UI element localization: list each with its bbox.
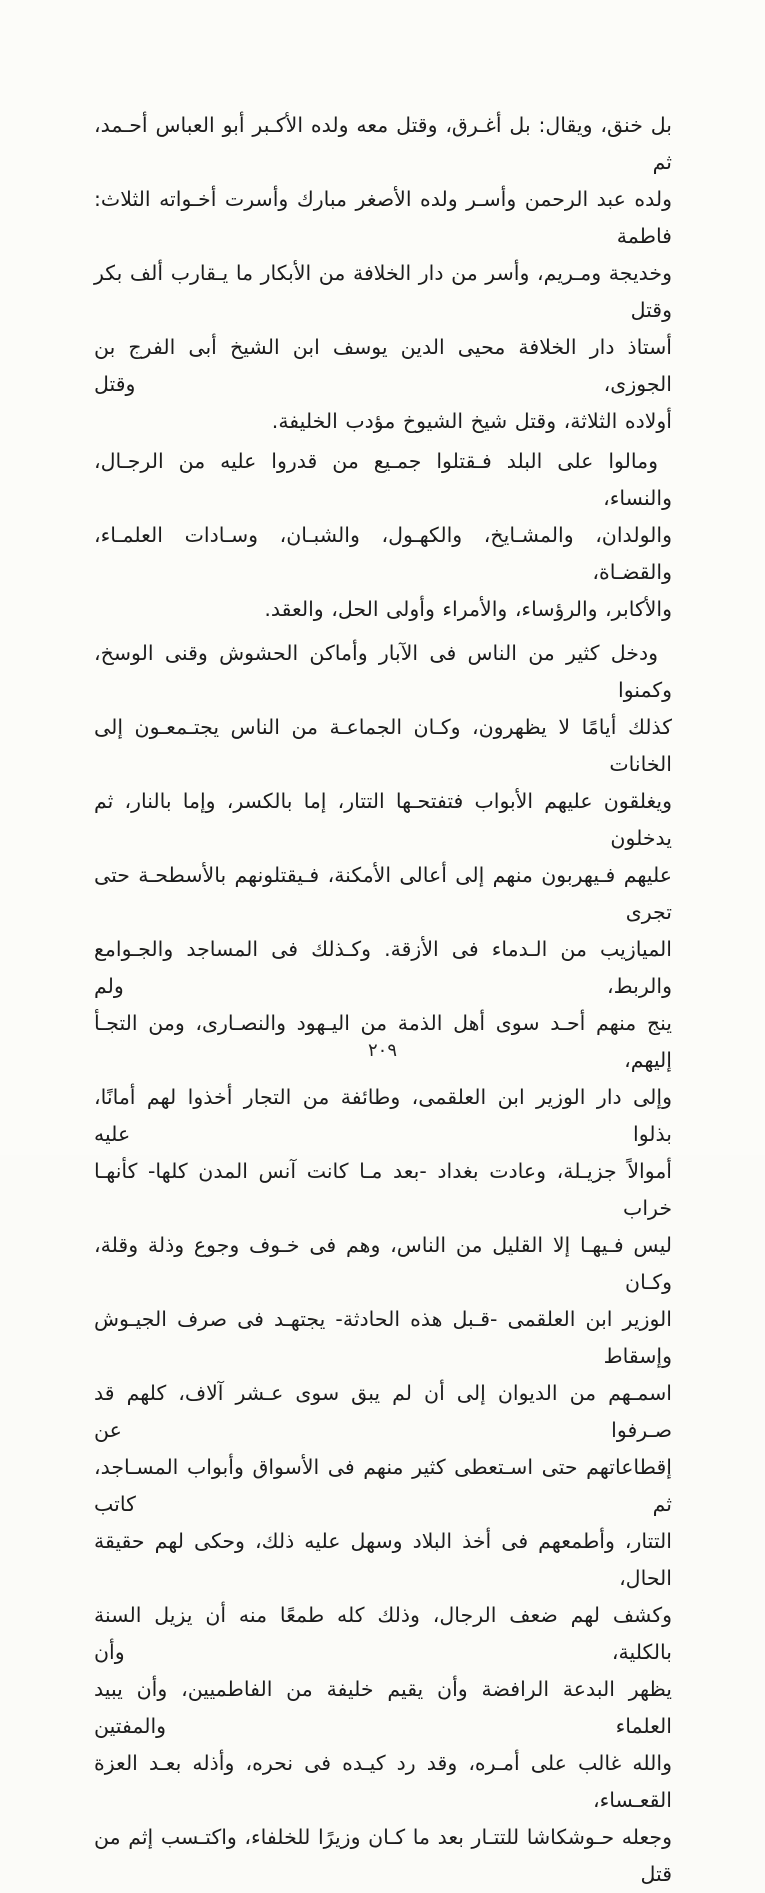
paragraph [94,443,672,628]
text-line: عليهم فـيهربون منهم إلى أعالى الأمكنة، فـيقتلونهم بالأسطحـة حتى تجرى [94,863,672,924]
text-line: يظهر البدعة الرافضة وأن يقيم خليفة من الفاطميين، وأن يبيد العلماء والمفتين [94,1677,672,1738]
text-line: أولاده الثلاثة، وقتل شيخ الشيوخ مؤدب الخليفة. [271,409,672,433]
text-line: الوزير ابن العلقمى -قـبل هذه الحادثة- يجتهـد فى صرف الجيـوش وإسقاط [94,1307,672,1368]
page-number: ٢٠٩ [367,1040,397,1061]
text-line: اسمـهم من الديوان إلى أن لم يبق سوى عـشر آلاف، كلهم قد صـرفوا عن [94,1381,672,1442]
text-line: أموالاً جزيـلة، وعادت بغداد -بعد مـا كانت آنس المدن كلها- كأنهـا خراب [94,1159,672,1220]
text-line: ليس فـيهـا إلا القليل من الناس، وهم فى خـوف وجوع وذلة وقلة، وكـان [94,1233,672,1294]
text-line: والأكابر، والرؤساء، والأمراء وأولى الحل، والعقد. [264,597,672,621]
text-line: ولده عبد الرحمن وأسـر ولده الأصغر مبارك وأسرت أخـواته الثلاث: فاطمة [94,187,672,248]
text-line: كذلك أيامًا لا يظهرون، وكـان الجماعـة من الناس يجتـمعـون إلى الخانات [94,715,672,776]
text-line: وجعله حـوشكاشا للتتـار بعد ما كـان وزيرًا للخلفاء، واكتـسب إثم من قتل [94,1825,672,1886]
text-line: وكشف لهم ضعف الرجال، وذلك كله طمعًا منه أن يزيل السنة بالكلية، وأن [94,1603,672,1664]
text-line: بل خنق، ويقال: بل أغـرق، وقتل معه ولده الأكـبر أبو العباس أحـمد، ثم [94,113,672,174]
text-line: أستاذ دار الخلافة محيى الدين يوسف ابن الشيخ أبى الفرج بن الجوزى، وقتل [94,335,672,396]
text-line: ودخل كثير من الناس فى الآبار وأماكن الحشوش وقنى الوسخ، وكمنوا [94,641,672,702]
text-line: الميازيب من الـدماء فى الأزقة. وكـذلك فى المساجد والجـوامع والربط، ولم [94,937,672,998]
text-line: والله غالب على أمـره، وقد رد كيـده فى نحره، وأذله بعـد العزة القعـساء، [94,1751,672,1812]
text-line: ويغلقون عليهم الأبواب فتفتحـها التتار، إما بالكسر، وإما بالنار، ثم يدخلون [94,789,672,850]
text-block [94,107,672,1893]
text-line: إقطاعاتهم حتى اسـتعطى كثير منهم فى الأسواق وأبواب المسـاجد، ثم كاتب [94,1455,672,1516]
text-line: ينج منهم أحـد سوى أهل الذمة من اليـهود والنصـارى، ومن التجـأ إليهم، [94,1011,672,1072]
paragraph [94,107,672,440]
text-line: وخديجة ومـريم، وأسر من دار الخلافة من الأبكار ما يـقارب ألف بكر وقتل [94,261,672,322]
text-line: والولدان، والمشـايخ، والكهـول، والشبـان، وسـادات العلمـاء، والقضـاة، [94,523,672,584]
text-line: التتار، وأطمعهم فى أخذ البلاد وسهل عليه ذلك، وحكى لهم حقيقة الحال، [94,1529,672,1590]
paragraph [94,635,672,1893]
text-line: ومالوا على البلد فـقتلوا جمـيع من قدروا عليه من الرجـال، والنساء، [94,449,672,510]
text-line: وإلى دار الوزير ابن العلقمى، وطائفة من التجار أخذوا لهم أمانًا، بذلوا عليه [94,1085,672,1146]
